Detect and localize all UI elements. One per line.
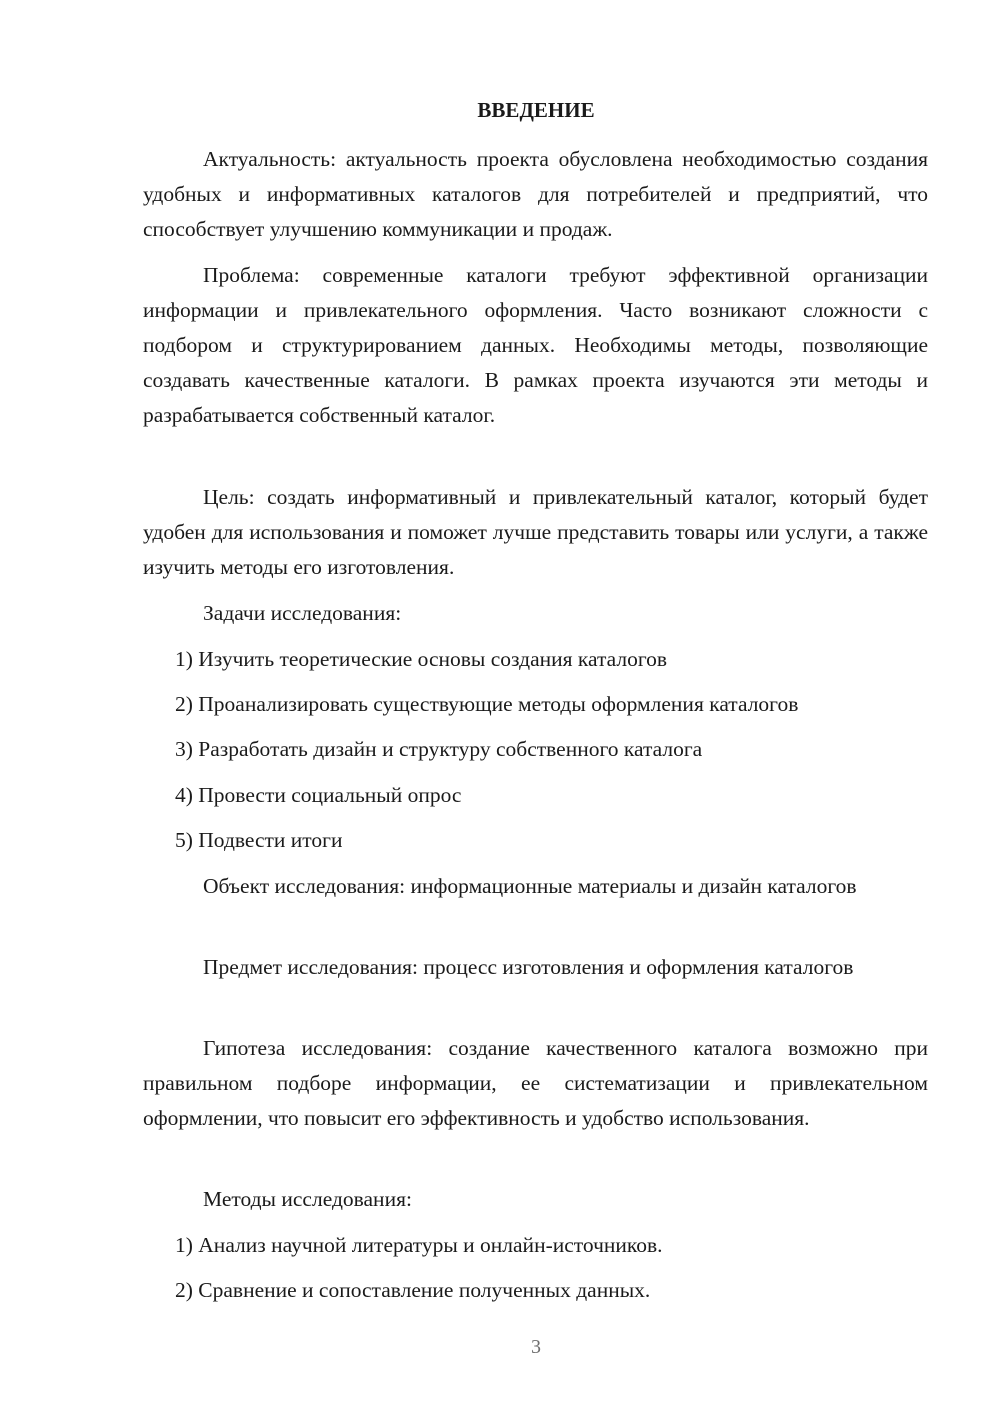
tasks-heading: [143, 596, 928, 631]
paragraph-hypothesis: [143, 1031, 928, 1136]
paragraph-object-text: Объект исследования: информационные материалы и дизайн каталогов: [203, 874, 857, 898]
paragraph-relevance-text: Актуальность: актуальность проекта обусловлена необходимостью создания удобных и информативных каталогов для потребителей и предприятий, что способствует улучшению коммуникации и продаж.: [143, 147, 928, 241]
list-item: 5) Подвести итоги: [175, 828, 343, 852]
list-item: 4) Провести социальный опрос: [175, 783, 462, 807]
paragraph-goal-text: Цель: создать информативный и привлекательный каталог, который будет удобен для использования и поможет лучше представить товары или услуги, а также изучить методы его изготовления.: [143, 485, 928, 579]
paragraph-relevance: [143, 142, 928, 247]
paragraph-problem: [143, 258, 928, 433]
paragraph-object: [143, 869, 928, 904]
tasks-heading-text: Задачи исследования:: [203, 601, 402, 625]
methods-heading: [143, 1182, 928, 1217]
page-title: ВВЕДЕНИЕ: [477, 98, 595, 122]
paragraph-problem-text: Проблема: современные каталоги требуют эффективной организации информации и привлекательного оформления. Часто возникают сложности с подбором и структурированием данных. Необходимы методы, позволяющие создавать качественные каталоги. В рамках проекта изучаются эти методы и разрабатывается собственный каталог.: [143, 263, 928, 427]
paragraph-subject: [143, 950, 928, 985]
list-item: 1) Анализ научной литературы и онлайн-источников.: [175, 1233, 663, 1257]
methods-heading-text: Методы исследования:: [203, 1187, 412, 1211]
list-item: 3) Разработать дизайн и структуру собственного каталога: [175, 737, 703, 761]
paragraph-hypothesis-text: Гипотеза исследования: создание качественного каталога возможно при правильном подборе информации, ее систематизации и привлекательном оформлении, что повысит его эффективность и удобство использования.: [143, 1036, 928, 1130]
paragraph-subject-text: Предмет исследования: процесс изготовления и оформления каталогов: [203, 955, 854, 979]
list-item: 2) Сравнение и сопоставление полученных данных.: [175, 1278, 651, 1302]
list-item: 1) Изучить теоретические основы создания каталогов: [175, 647, 668, 671]
paragraph-goal: [143, 480, 928, 585]
list-item: 2) Проанализировать существующие методы оформления каталогов: [175, 692, 799, 716]
page-number: 3: [531, 1336, 541, 1358]
